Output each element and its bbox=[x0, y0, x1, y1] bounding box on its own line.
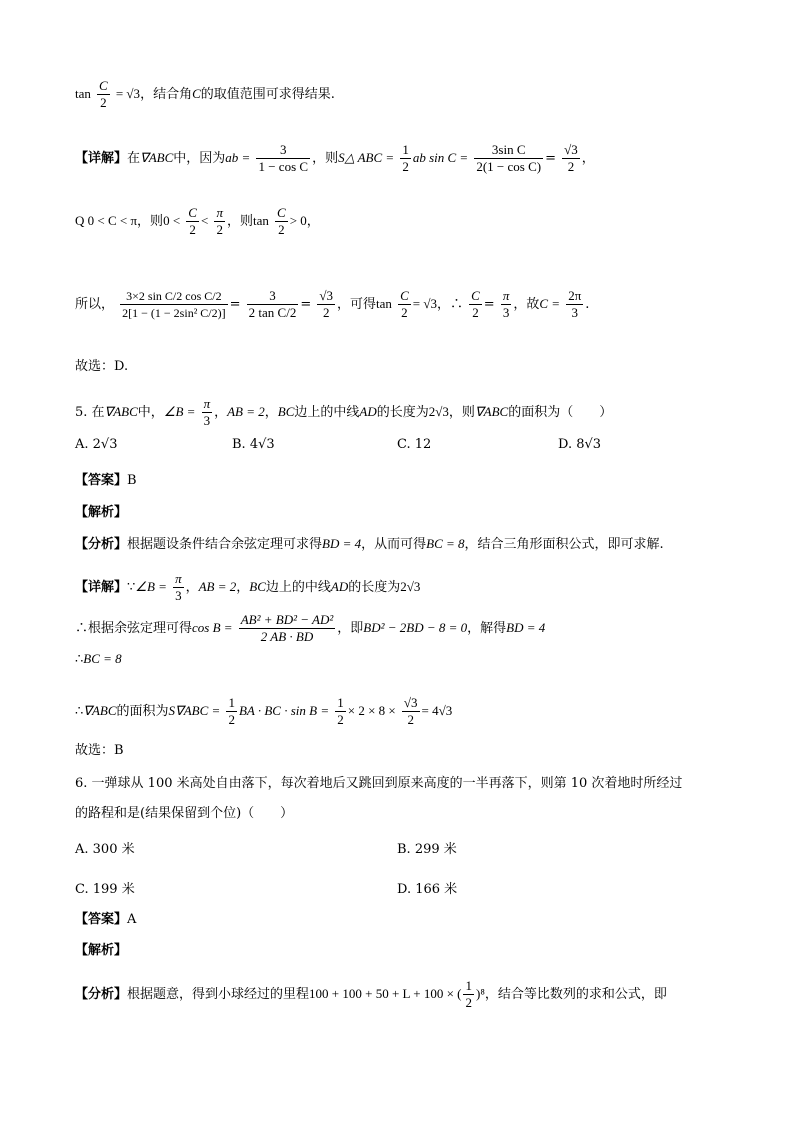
line-3: Q 0 < C < π，则0 < $\frac{C}{2}$ < $\frac{\pi}{2}$ ，则tan $\frac{C}{2}$ > 0， bbox=[75, 205, 320, 237]
q6-option-a[interactable]: A. 300 米 bbox=[75, 842, 135, 857]
question-6-line-1: 6. 一弹球从 100 米高处自由落下，每次着地后又跳回到原来高度的一半再落下，则第 10 次着地时所经过 bbox=[75, 776, 683, 791]
q5-answer: 【答案】B bbox=[75, 473, 137, 488]
q5-cosine-line: ∴根据余弦定理可得cos B = $\frac{\text{AB² + BD² − AD²}}{2 AB \cdot BD}$ ，即BD² − 2BD − 8 = 0，解得BD = 4 bbox=[75, 612, 546, 644]
q5-analysis-heading: 【解析】 bbox=[75, 505, 128, 520]
q5-bc-line: ∴BC = 8 bbox=[75, 651, 122, 667]
q6-answer: 【答案】A bbox=[75, 912, 137, 927]
q6-analysis-heading: 【解析】 bbox=[75, 943, 128, 958]
q6-option-d[interactable]: D. 166 米 bbox=[397, 882, 458, 897]
q6-option-c[interactable]: C. 199 米 bbox=[75, 882, 135, 897]
q5-area-line: ∴∇ABC的面积为S∇ABC = $\frac{1}{2}$ BA · BC · sin B = $\frac{1}{2}$ × 2 × 8 × $\frac{√3}{2}$ = 4√3 bbox=[75, 695, 453, 727]
line-4: 所以， $\frac{\text{3×2 sin C/2 cos C/2}}{\text{2[1 − (1 − 2sin² C/2)]}}$ = $\frac{3}{\text{2 tan C/2}}$ = $\frac{√3}{2}$ ，可得tan $\frac{C}{2}$ = √3，∴ $\frac{C}{2}$ = $\frac{\pi}{3}$ ，故C = $\frac{2\pi}{3}$ . bbox=[75, 288, 590, 320]
line-1: tan $\frac{C}{2}$ = √3，结合角C的取值范围可求得结果. bbox=[75, 78, 335, 110]
q5-option-d[interactable]: D. 8√3 bbox=[558, 437, 602, 452]
question-5: 5. 在∇ABC中，∠B = $\frac{\pi}{3}$ ，AB = 2，BC边上的中线AD的长度为2√3，则∇ABC的面积为（ ） bbox=[75, 396, 613, 428]
answer-line-4: 故选：D. bbox=[75, 359, 129, 374]
q6-option-b[interactable]: B. 299 米 bbox=[397, 842, 457, 857]
q5-option-a[interactable]: A. 2√3 bbox=[75, 437, 118, 452]
q6-analysis: 【分析】根据题意，得到小球经过的里程100 + 100 + 50 + L + 100 × ( $\frac{1}{2}$ )⁸，结合等比数列的求和公式，即 bbox=[75, 978, 667, 1010]
question-6-line-2: 的路程和是(结果保留到个位)（ ） bbox=[75, 806, 294, 821]
q5-analysis: 【分析】根据题设条件结合余弦定理可求得BD = 4，从而可得BC = 8，结合三角形面积公式，即可求解. bbox=[75, 536, 664, 552]
q5-option-c[interactable]: C. 12 bbox=[397, 437, 432, 452]
q5-selection: 故选：B bbox=[75, 743, 124, 758]
q5-detail: 【详解】∵∠B = $\frac{\pi}{3}$ ，AB = 2，BC边上的中线AD的长度为2√3 bbox=[75, 571, 421, 603]
q5-option-b[interactable]: B. 4√3 bbox=[232, 437, 275, 452]
line-2-detail: 【详解】在∇ABC中，因为ab = $\frac{3}{\text{1 − cos C}}$ ，则S△ ABC = $\frac{1}{2}$ ab sin C = $\frac{\text{3sin C}}{\text{2(1 − cos C)}}$ = $\frac{√3}{2}$ ， bbox=[75, 142, 595, 174]
